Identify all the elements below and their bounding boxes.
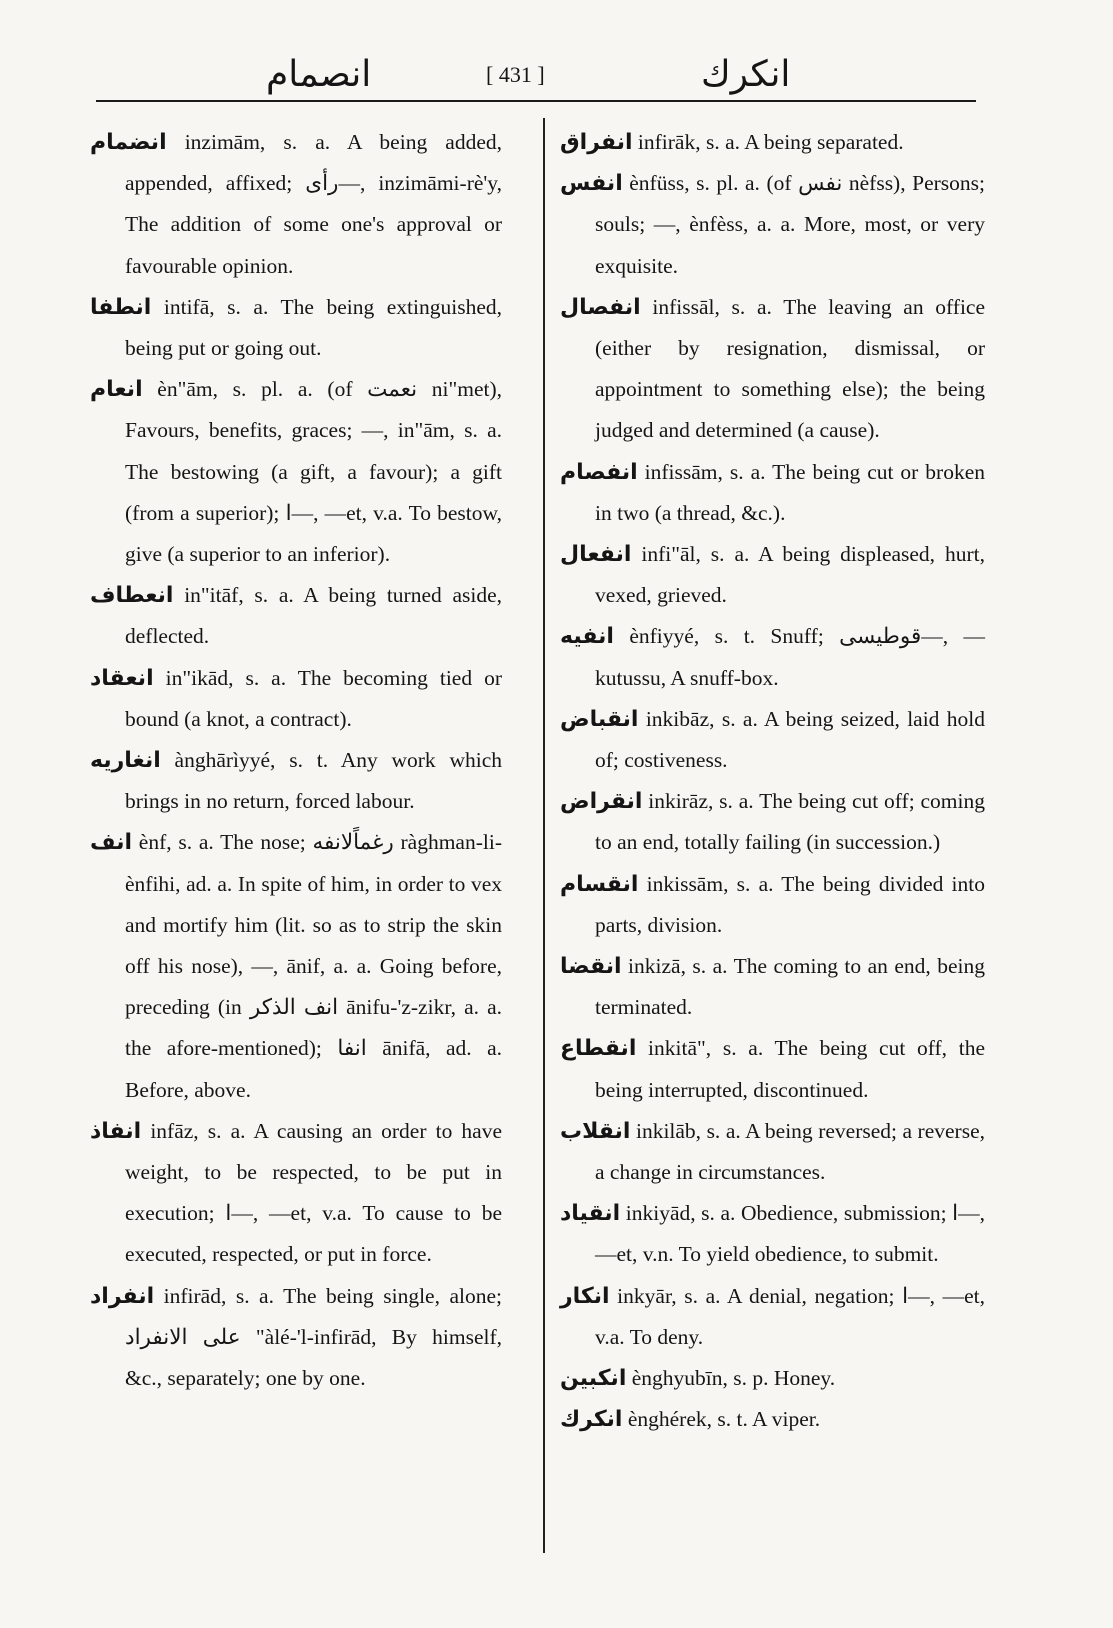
dictionary-entry [560, 1028, 985, 1110]
entry-definition: ènf, s. a. The nose; رغماًلانفه ràghman-li-ènfihi, ad. a. In spite of him, in order to vex and mortify him (lit. so as to strip the skin off his nose), —, ānif, a. a. Going before, preceding (in انف الذكر ānifu-'z-zikr, a. a. the afore-mentioned); انفا ānifā, ad. a. Before, above. [125, 830, 502, 1102]
dictionary-entry [560, 287, 985, 452]
entry-definition: intifā, s. a. The being extinguished, being put or going out. [125, 294, 503, 361]
entry-headword: انفراد [90, 1283, 155, 1309]
dictionary-entry [560, 534, 985, 616]
header-rule [96, 100, 976, 102]
page-number: [ 431 ] [486, 62, 545, 87]
entry-definition: infirād, s. a. The being single, alone; على الانفراد "àlé-'l-infirād, By himself, &c., separately; one by one. [125, 1283, 503, 1391]
entry-headword: انطفا [90, 294, 152, 320]
entry-definition: inkissām, s. a. The being divided into parts, division. [595, 871, 985, 937]
dictionary-entry [90, 1276, 502, 1400]
entry-headword: انفيه [560, 624, 614, 650]
header-right-word: انكرك [701, 54, 791, 95]
entry-definition: ènfüss, s. pl. a. (of نفس nèfss), Persons; souls; —, ènfèss, a. a. More, most, or very exquisite. [595, 171, 985, 278]
header-left-word: انصمام [266, 54, 372, 95]
entry-headword: انقباض [560, 706, 639, 732]
dictionary-entry [560, 1111, 985, 1193]
entry-headword: انفس [560, 171, 623, 197]
entry-headword: انفعال [560, 542, 632, 568]
entry-definition: inkizā, s. a. The coming to an end, being terminated. [595, 954, 986, 1020]
entry-headword: انكرك [560, 1407, 623, 1433]
dictionary-entry [560, 781, 985, 863]
entry-definition: infāz, s. a. A causing an order to have weight, to be respected, to be put in execution; ا—, —et, v.a. To cause to be executed, respected, or put in force. [125, 1118, 503, 1267]
entry-headword: انعطاف [90, 583, 174, 609]
dictionary-entry [560, 864, 985, 946]
dictionary-entry [90, 287, 502, 369]
entry-headword: انضمام [90, 130, 167, 155]
entry-definition: infi"āl, s. a. A being displeased, hurt, vexed, grieved. [595, 542, 986, 608]
entry-headword: انقراض [560, 789, 643, 815]
entry-definition: in"itāf, s. a. A being turned aside, deflected. [125, 583, 502, 649]
entry-definition: inkyār, s. a. A denial, negation; ا—, —et, v.a. To deny. [595, 1283, 986, 1349]
entry-definition: inkilāb, s. a. A being reversed; a reverse, a change in circumstances. [595, 1118, 985, 1185]
entry-definition: ènghérek, s. t. A viper. [627, 1407, 821, 1432]
entry-headword: انقلاب [560, 1118, 631, 1144]
entry-definition: ènfiyyé, s. t. Snuff; قوطيسى—, —kutussu, A snuff-box. [595, 624, 986, 690]
entry-headword: انكار [560, 1283, 610, 1309]
entry-headword: انفاذ [90, 1118, 142, 1144]
entry-headword: انعقاد [90, 665, 154, 691]
dictionary-entry [560, 452, 985, 534]
dictionary-entry [560, 1358, 985, 1399]
dictionary-entry [560, 699, 985, 781]
entry-definition: èn"ām, s. pl. a. (of نعمت ni"met), Favours, benefits, graces; —, in"ām, s. a. The bestowing (a gift, a favour); a gift (from a superior); ا—, —et, v.a. To bestow, give (a superior to an inferior). [125, 377, 503, 567]
entry-headword: انغاريه [90, 748, 161, 774]
entry-definition: ènghyubīn, s. p. Honey. [631, 1366, 836, 1391]
left-column [90, 122, 502, 1399]
entry-definition: infirāk, s. a. A being separated. [637, 130, 904, 154]
dictionary-entry [560, 163, 985, 287]
entry-definition: in"ikād, s. a. The becoming tied or bound (a knot, a contract). [125, 665, 502, 731]
dictionary-entry [90, 575, 502, 657]
entry-headword: انقسام [560, 871, 639, 897]
entry-definition: inkibāz, s. a. A being seized, laid hold of; costiveness. [595, 706, 986, 773]
dictionary-entry [560, 616, 985, 698]
entry-headword: انف [90, 830, 133, 856]
dictionary-entry [90, 369, 502, 575]
entry-definition: infissām, s. a. The being cut or broken in two (a thread, &c.). [595, 459, 985, 525]
entry-headword: انفصال [560, 294, 641, 320]
entry-headword: انعام [90, 377, 143, 403]
column-divider [543, 118, 545, 1553]
dictionary-entry [560, 1399, 985, 1440]
dictionary-entry [90, 658, 502, 740]
entry-definition: inkiyād, s. a. Obedience, submission; ا—, —et, v.n. To yield obedience, to submit. [595, 1201, 985, 1267]
entry-headword: انفصام [560, 459, 638, 485]
right-column [560, 122, 985, 1441]
entry-definition: infissāl, s. a. The leaving an office (either by resignation, dismissal, or appointment to something else); the being judged and determined (a cause). [595, 294, 986, 443]
page-header [96, 52, 976, 102]
dictionary-entry [90, 822, 502, 1110]
entry-definition: inkirāz, s. a. The being cut off; coming to an end, totally failing (in succession.) [595, 789, 985, 855]
entry-headword: انقطاع [560, 1036, 637, 1062]
dictionary-entry [90, 1111, 502, 1276]
entry-definition: ànghārìyyé, s. t. Any work which brings in no return, forced labour. [125, 748, 503, 814]
dictionary-entry [560, 122, 985, 163]
dictionary-entry [560, 1276, 985, 1358]
entry-definition: inkitā", s. a. The being cut off, the being interrupted, discontinued. [595, 1036, 985, 1102]
entry-headword: انقياد [560, 1201, 621, 1227]
entry-headword: انفراق [560, 130, 633, 155]
dictionary-entry [90, 740, 502, 822]
dictionary-entry [560, 946, 985, 1028]
entry-headword: انكبين [560, 1366, 627, 1392]
dictionary-entry [560, 1193, 985, 1275]
entry-headword: انقضا [560, 954, 622, 980]
entry-definition: inzimām, s. a. A being added, appended, affixed; رأى—, inzimāmi-rè'y, The addition of some one's approval or favourable opinion. [125, 130, 502, 278]
dictionary-entry [90, 122, 502, 287]
